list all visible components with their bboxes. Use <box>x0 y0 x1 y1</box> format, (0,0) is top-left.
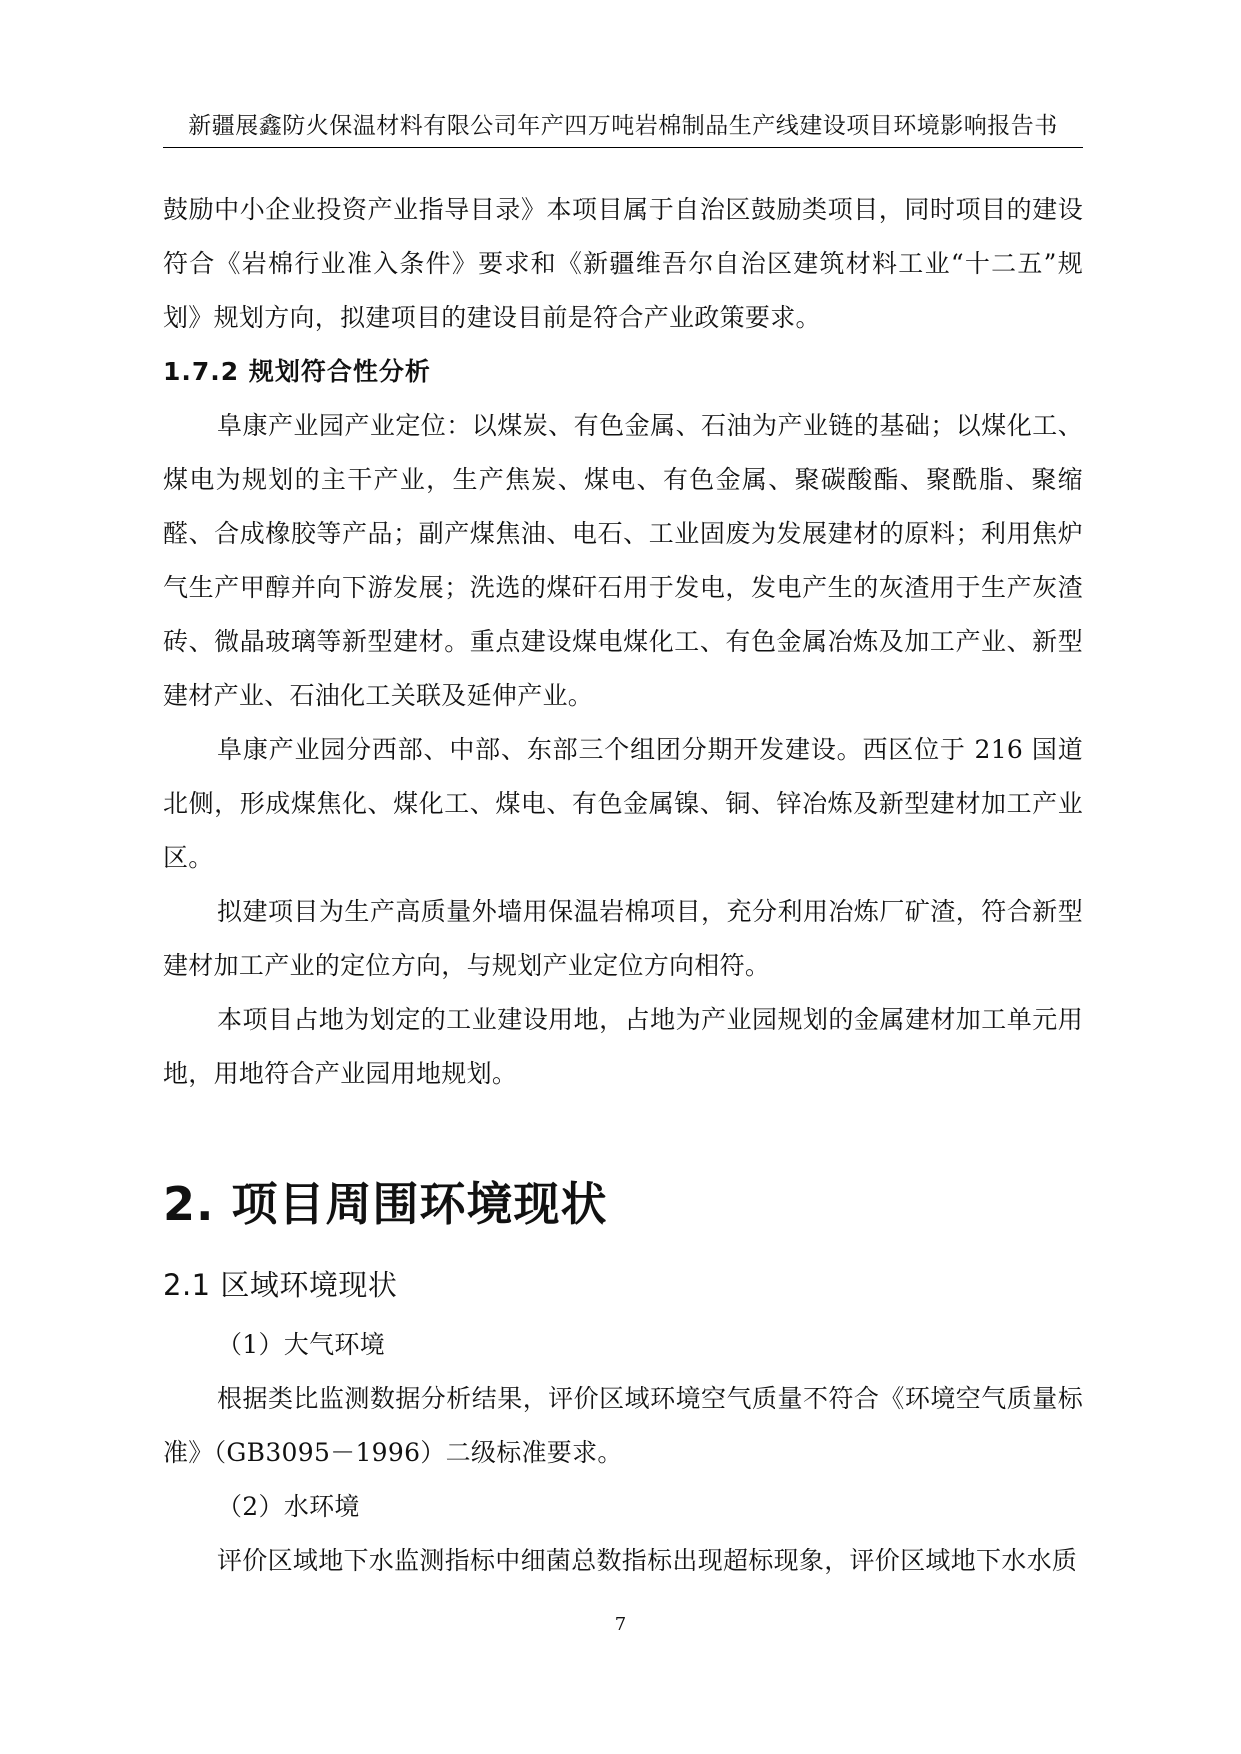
running-header: 新疆展鑫防火保温材料有限公司年产四万吨岩棉制品生产线建设项目环境影响报告书 <box>188 113 1058 139</box>
body-paragraph: 本项目占地为划定的工业建设用地，占地为产业园规划的金属建材加工单元用地，用地符合产业园用地规划。 <box>163 1005 1083 1088</box>
body-paragraph: 拟建项目为生产高质量外墙用保温岩棉项目，充分利用冶炼厂矿渣，符合新型建材加工产业的定位方向，与规划产业定位方向相符。 <box>163 897 1083 980</box>
item-heading-air: （1）大气环境 <box>217 1330 386 1359</box>
body-paragraph: 阜康产业园产业定位：以煤炭、有色金属、石油为产业链的基础；以煤化工、煤电为规划的主干产业，生产焦炭、煤电、有色金属、聚碳酸酯、聚酰脂、聚缩醛、合成橡胶等产品；副产煤焦油、电石、工业固废为发展建材的原料；利用焦炉气生产甲醇并向下游发展；洗选的煤矸石用于发电，发电产生的灰渣用于生产灰渣砖、微晶玻璃等新型建材。重点建设煤电煤化工、有色金属冶炼及加工产业、新型建材产业、石油化工关联及延伸产业。 <box>163 411 1083 710</box>
header-divider <box>163 147 1083 148</box>
item-paragraph-air: 根据类比监测数据分析结果，评价区域环境空气质量不符合《环境空气质量标准》（GB3095－1996）二级标准要求。 <box>163 1384 1083 1467</box>
body-paragraph: 阜康产业园分西部、中部、东部三个组团分期开发建设。西区位于 216 国道北侧，形成煤焦化、煤化工、煤电、有色金属镍、铜、锌冶炼及新型建材加工产业区。 <box>163 735 1083 872</box>
section-heading: 2.1 区域环境现状 <box>163 1268 398 1302</box>
chapter-heading: 2. 项目周围环境现状 <box>163 1177 608 1231</box>
subsection-heading: 1.7.2 规划符合性分析 <box>163 357 431 386</box>
page-body <box>163 183 1083 1588</box>
item-paragraph-water: 评价区域地下水监测指标中细菌总数指标出现超标现象，评价区域地下水水质 <box>217 1546 1078 1575</box>
item-heading-water: （2）水环境 <box>217 1492 360 1521</box>
page-number: 7 <box>614 1614 627 1635</box>
intro-paragraph: 鼓励中小企业投资产业指导目录》本项目属于自治区鼓励类项目，同时项目的建设符合《岩棉行业准入条件》要求和《新疆维吾尔自治区建筑材料工业“十二五”规划》规划方向，拟建项目的建设目前是符合产业政策要求。 <box>163 195 1083 332</box>
